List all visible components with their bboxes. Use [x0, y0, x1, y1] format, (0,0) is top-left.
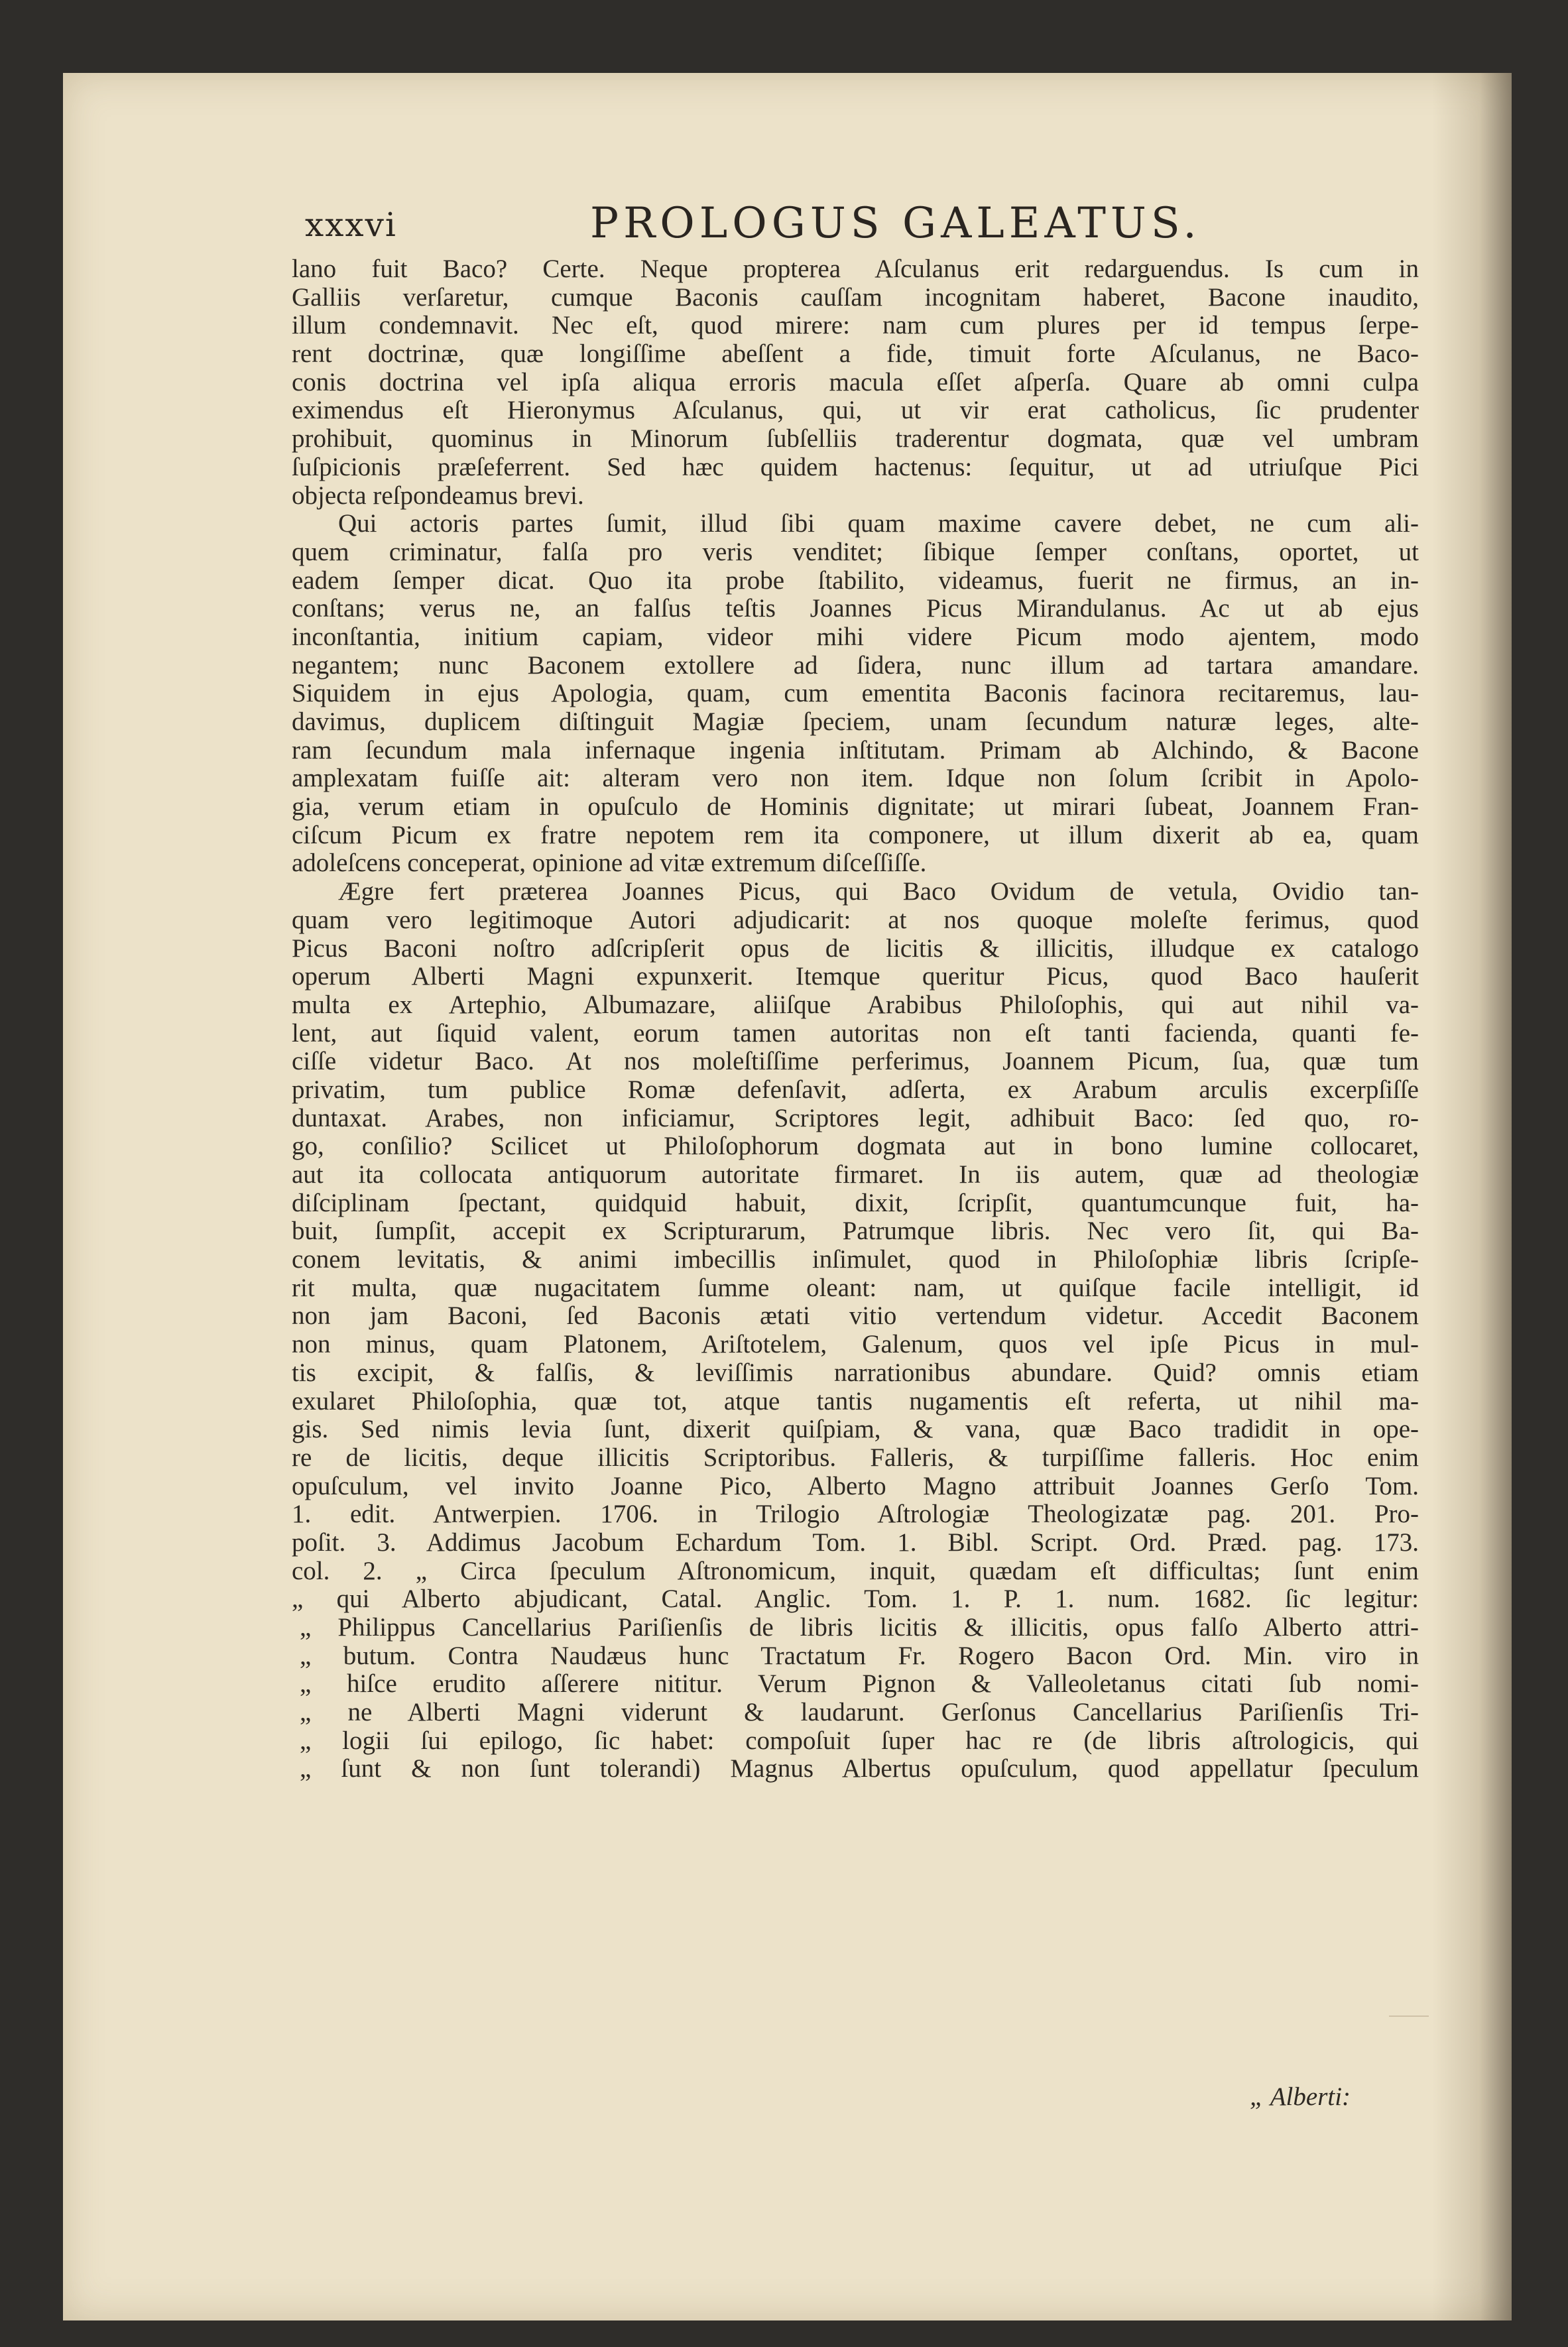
catchword: „ Alberti:: [1250, 2082, 1351, 2111]
text-line: adoleſcens conceperat, opinione ad vitæ extremum diſceſſiſſe.: [292, 849, 927, 878]
faint-offset-mark: [1389, 2016, 1429, 2030]
text-line: ram ſecundum mala infernaque ingenia inſtitutam. Primam ab Alchindo, & Bacone: [292, 735, 1419, 764]
text-line: gia, verum etiam in opuſculo de Hominis dignitate; ut mirari ſubeat, Joannem Fran-: [292, 792, 1419, 821]
body-text: [292, 255, 1419, 1783]
text-line: eadem ſemper dicat. Quo ita probe ſtabilito, videamus, fuerit ne firmus, an in-: [292, 566, 1419, 595]
text-line: rent doctrinæ, quæ longiſſime abeſſent a fide, timuit forte Aſculanus, ne Baco-: [292, 339, 1419, 369]
text-line: amplexatam fuiſſe ait: alteram vero non item. Idque non ſolum ſcribit in Apolo-: [292, 764, 1419, 793]
text-line: opuſculum, vel invito Joanne Pico, Alberto Magno attribuit Joannes Gerſo Tom.: [292, 1471, 1419, 1500]
text-line: „ ſunt & non ſunt tolerandi) Magnus Albertus opuſculum, quod appellatur ſpeculum: [300, 1754, 1419, 1783]
text-line: conſtans; verus ne, an falſus teſtis Joannes Picus Mirandulanus. Ac ut ab ejus: [292, 594, 1419, 623]
text-line: duntaxat. Arabes, non inficiamur, Scriptores legit, adhibuit Baco: ſed quo, ro-: [292, 1103, 1419, 1132]
text-line: „ hiſce erudito aſſerere nititur. Verum Pignon & Valleoletanus citati ſub nomi-: [300, 1669, 1419, 1699]
text-line: „ qui Alberto abjudicant, Catal. Anglic. Tom. 1. P. 1. num. 1682. ſic legitur:: [292, 1585, 1419, 1614]
text-line: eximendus eſt Hieronymus Aſculanus, qui, ut vir erat catholicus, ſic prudenter: [292, 396, 1419, 425]
text-line: conem levitatis, & animi imbecillis inſimulet, quod in Philoſophiæ libris ſcripſe-: [292, 1245, 1419, 1274]
text-line: privatim, tum publice Romæ defenſavit, adſerta, ex Arabum arculis excerpſiſſe: [292, 1075, 1419, 1104]
text-line: lent, aut ſiquid valent, eorum tamen autoritas non eſt tanti facienda, quanti fe-: [292, 1018, 1419, 1048]
text-line: „ logii ſui epilogo, ſic habet: compoſuit ſuper hac re (de libris aſtrologicis, qui: [300, 1726, 1419, 1755]
text-line: quam vero legitimoque Autori adjudicarit: at nos quoque moleſte ferimus, quod: [292, 905, 1419, 934]
text-line: prohibuit, quominus in Minorum ſubſelliis traderentur dogmata, quæ vel umbram: [292, 424, 1419, 453]
text-line: multa ex Artephio, Albumazare, aliiſque Arabibus Philoſophis, qui aut nihil va-: [292, 990, 1419, 1019]
text-line: Picus Baconi noſtro adſcripſerit opus de licitis & illicitis, illudque ex catalogo: [292, 933, 1419, 963]
running-title: PROLOGUS GALEATUS.: [590, 199, 1201, 248]
text-line: 1. edit. Antwerpien. 1706. in Trilogio Aſtrologiæ Theologizatæ pag. 201. Pro-: [292, 1500, 1419, 1529]
text-line: davimus, duplicem diſtinguit Magiæ ſpeciem, unam ſecundum naturæ leges, alte-: [292, 707, 1419, 736]
text-line: buit, ſumpſit, accepit ex Scripturarum, Patrumque libris. Nec vero ſit, qui Ba-: [292, 1217, 1419, 1246]
text-line: non minus, quam Platonem, Ariſtotelem, Galenum, quos vel ipſe Picus in mul-: [292, 1330, 1419, 1359]
text-line: quem criminatur, falſa pro veris venditet; ſibique ſemper conſtans, oportet, ut: [292, 537, 1419, 566]
text-line: operum Alberti Magni expunxerit. Itemque queritur Picus, quod Baco hauſerit: [292, 962, 1419, 991]
text-line: diſciplinam ſpectant, quidquid habuit, dixit, ſcripſit, quantumcunque fuit, ha-: [292, 1188, 1419, 1217]
text-line: ſuſpicionis præſeferrent. Sed hæc quidem hactenus: ſequitur, ut ad utriuſque Pici: [292, 452, 1419, 481]
text-line: ciſcum Picum ex fratre nepotem rem ita componere, ut illum dixerit ab ea, quam: [292, 820, 1419, 849]
page-number: xxxvi: [305, 206, 397, 244]
text-line: non jam Baconi, ſed Baconis ætati vitio vertendum videtur. Accedit Baconem: [292, 1301, 1419, 1331]
text-line: conis doctrina vel ipſa aliqua erroris macula eſſet aſperſa. Quare ab omni culpa: [292, 367, 1419, 396]
page-gutter-shadow: [1432, 73, 1512, 2320]
page-header: [245, 199, 1406, 259]
text-line: Galliis verſaretur, cumque Baconis cauſſam incognitam haberet, Bacone inaudito,: [292, 282, 1419, 312]
text-line: poſit. 3. Addimus Jacobum Echardum Tom. 1. Bibl. Script. Ord. Præd. pag. 173.: [292, 1528, 1419, 1557]
text-line: tis excipit, & falſis, & leviſſimis narrationibus abundare. Quid? omnis etiam: [292, 1358, 1419, 1387]
text-line: gis. Sed nimis levia ſunt, dixerit quiſpiam, & vana, quæ Baco tradidit in ope-: [292, 1415, 1419, 1444]
text-line: ciſſe videtur Baco. At nos moleſtiſſime perferimus, Joannem Picum, ſua, quæ tum: [292, 1047, 1419, 1076]
text-line: lano fuit Baco? Certe. Neque propterea Aſculanus erit redarguendus. Is cum in: [292, 255, 1419, 283]
text-line: exularet Philoſophia, quæ tot, atque tantis nugamentis eſt referta, ut nihil ma-: [292, 1386, 1419, 1415]
text-line: „ Philippus Cancellarius Pariſienſis de libris licitis & illicitis, opus falſo Alberto attri-: [300, 1613, 1419, 1642]
text-line: Siquidem in ejus Apologia, quam, cum ementita Baconis facinora recitaremus, lau-: [292, 679, 1419, 708]
text-line: negantem; nunc Baconem extollere ad ſidera, nunc illum ad tartara amandare.: [292, 650, 1419, 680]
text-line: re de licitis, deque illicitis Scriptoribus. Falleris, & turpiſſime falleris. Hoc enim: [292, 1443, 1419, 1472]
text-line: rit multa, quæ nugacitatem ſumme oleant: nam, ut quiſque facile intelligit, id: [292, 1273, 1419, 1302]
text-line: illum condemnavit. Nec eſt, quod mirere: nam cum plures per id tempus ſerpe-: [292, 311, 1419, 340]
text-line: Qui actoris partes ſumit, illud ſibi quam maxime cavere debet, ne cum ali-: [338, 509, 1419, 538]
text-line: go, conſilio? Scilicet ut Philoſophorum dogmata aut in bono lumine collocaret,: [292, 1132, 1419, 1161]
text-line: „ ne Alberti Magni viderunt & laudarunt. Gerſonus Cancellarius Pariſienſis Tri-: [300, 1698, 1419, 1727]
text-line: Ægre fert præterea Joannes Picus, qui Baco Ovidum de vetula, Ovidio tan-: [338, 877, 1419, 906]
text-line: aut ita collocata antiquorum autoritate firmaret. In iis autem, quæ ad theologiæ: [292, 1160, 1419, 1189]
text-line: col. 2. „ Circa ſpeculum Aſtronomicum, inquit, quædam eſt difficultas; ſunt enim: [292, 1556, 1419, 1585]
text-line: „ butum. Contra Naudæus hunc Tractatum Fr. Rogero Bacon Ord. Min. viro in: [300, 1641, 1419, 1670]
text-line: objecta reſpondeamus brevi.: [292, 481, 584, 510]
text-line: inconſtantia, initium capiam, videor mihi videre Picum modo ajentem, modo: [292, 622, 1419, 651]
